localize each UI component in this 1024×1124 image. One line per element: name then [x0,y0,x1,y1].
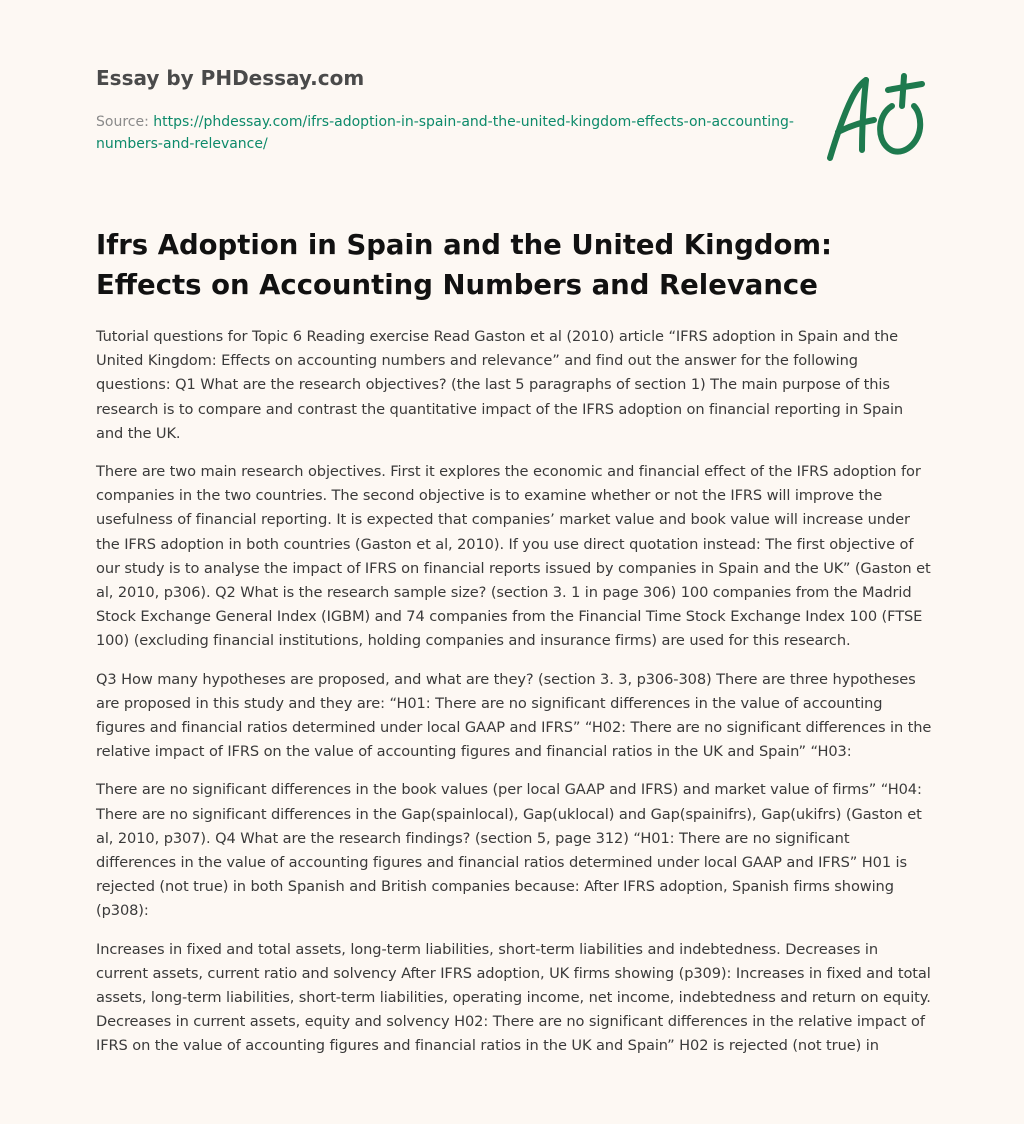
article-paragraph: Tutorial questions for Topic 6 Reading exercise Read Gaston et al (2010) article “IFRS adoption in Spain and the United Kingdom: Effects on accounting numbers and relevance” and find out the answer for the following questions: Q1 What are the research objectives? (the last 5 paragraphs of section 1) The main purpose of this research is to compare and contrast the quantitative impact of the IFRS adoption on financial reporting in Spain and the UK. [96,328,904,442]
a-plus-logo-icon [822,68,930,164]
article-paragraph: There are no significant differences in the book values (per local GAAP and IFRS) and market value of firms” “H04: There are no significant differences in the Gap(spainlocal), Gap(uklocal) and Gap(spainifrs), Gap(ukifrs) (Gaston et al, 2010, p307). Q4 What are the research findings? (section 5, page 312) “H01: There are no significant differences in the value of accounting figures and financial ratios determined under local GAAP and IFRS” H01 is rejected (not true) in both Spanish and British companies because: After IFRS adoption, Spanish firms showing (p308): [96,781,922,920]
article-title: Ifrs Adoption in Spain and the United Kingdom: Effects on Accounting Numbers and Relevance [96,229,833,301]
article-paragraph: Increases in fixed and total assets, long-term liabilities, short-term liabilities and indebtedness. Decreases in current assets, current ratio and solvency After IFRS adoption, UK firms showing (p309): Increases in fixed and total assets, long-term liabilities, short-term liabilities, operating income, net income, indebtedness and return on equity. Decreases in current assets, equity and solvency H02: There are no significant differences in the relative impact of IFRS on the value of accounting figures and financial ratios in the UK and Spain” H02 is rejected (not true) in [96,940,931,1055]
site-name: Essay by PHDessay.com [96,66,365,90]
article-body [96,325,932,1073]
article-paragraph: There are two main research objectives. First it explores the economic and financial effect of the IFRS adoption for companies in the two countries. The second objective is to examine whether or not the IFRS will improve the usefulness of financial reporting. It is expected that companies’ market value and book value will increase under the IFRS adoption in both countries (Gaston et al, 2010). If you use direct quotation instead: The first objective of our study is to analyse the impact of IFRS on financial reports issued by companies in Spain and the UK” (Gaston et al, 2010, p306). Q2 What is the research sample size? (section 3. 1 in page 306) 100 companies from the Madrid Stock Exchange General Index (IGBM) and 74 companies from the Financial Time Stock Exchange Index 100 (FTSE 100) (excluding financial institutions, holding companies and insurance firms) are used for this research. [96,463,931,650]
article-paragraph: Q3 How many hypotheses are proposed, and what are they? (section 3. 3, p306-308) There are three hypotheses are proposed in this study and they are: “H01: There are no significant differences in the value of accounting figures and financial ratios determined under local GAAP and IFRS” “H02: There are no significant differences in the relative impact of IFRS on the value of accounting figures and financial ratios in the UK and Spain” “H03: [96,670,932,761]
source-line [96,111,796,155]
source-link[interactable]: https://phdessay.com/ifrs-adoption-in-spain-and-the-united-kingdom-effects-on-accounting-numbers-and-relevance/ [96,114,794,152]
source-label: Source: [96,114,154,130]
